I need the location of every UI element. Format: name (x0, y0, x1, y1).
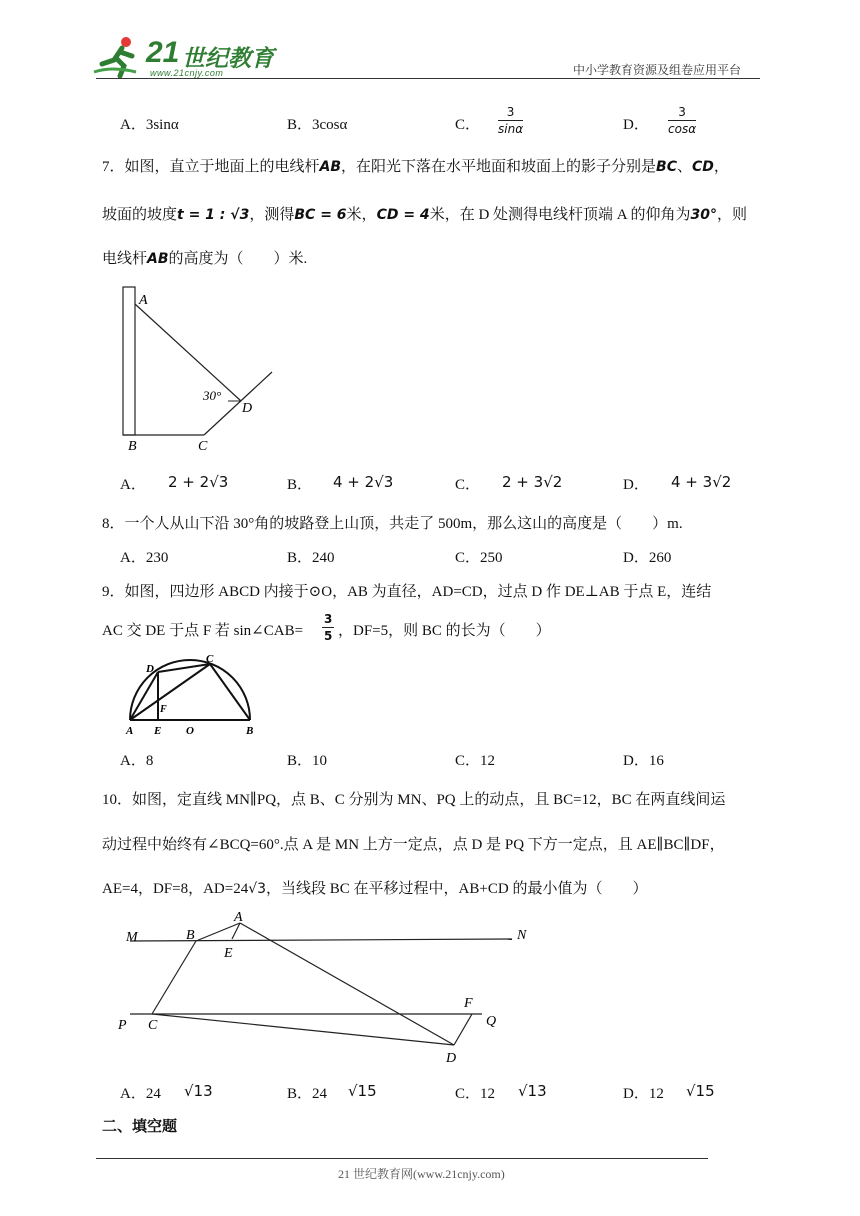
q7-option-d-value: 4 + 3√2 (671, 473, 732, 491)
q7-option-b-value: 4 + 2√3 (333, 473, 394, 491)
label-E: E (154, 725, 162, 737)
label-D: D (446, 1051, 457, 1065)
q7-option-d-label: D． (623, 477, 649, 493)
q7-math: AB (319, 159, 342, 175)
q7-math: t = 1 : √3 (177, 207, 250, 223)
sightline-AD (135, 304, 241, 401)
q9-figure (118, 650, 258, 738)
q7-math: 30° (690, 207, 718, 223)
label-E: E (224, 946, 233, 961)
q10-figure (112, 905, 532, 1065)
label-D: D (146, 663, 154, 675)
q7-text: 米， (346, 207, 377, 223)
q6-c-denominator: sinα (498, 122, 524, 136)
q7-text: ， (713, 159, 729, 175)
q10-line-2: 动过程中始终有∠BCQ=60°.点 A 是 MN 上方一定点，点 D 是 PQ 下方一定点，且 AE∥BC∥DF， (102, 837, 725, 853)
q10-option-d-value: √15 (686, 1082, 715, 1100)
section-heading-fill-in: 二、填空题 (102, 1117, 178, 1135)
runner-logo-icon (92, 36, 148, 78)
q7-option-a-label: A． (120, 477, 146, 493)
q7-option-a-value: 2 + 2√3 (168, 473, 229, 491)
segment-AC (130, 664, 210, 720)
footer-divider (96, 1158, 708, 1159)
q10-line-3 (102, 877, 647, 898)
q10-text: ，当线段 BC 在平移过程中，AB+CD 的最小值为（ ） (266, 881, 648, 897)
header-divider (96, 78, 760, 79)
q9-denominator: 5 (324, 629, 333, 643)
q9-option-a: A．8 (120, 753, 154, 769)
q10-option-c-label: C．12 (455, 1086, 496, 1102)
q7-line-3 (102, 247, 307, 268)
q7-math: BC (656, 159, 677, 175)
q7-text: 7．如图，直立于地面上的电线杆 (102, 159, 320, 175)
q10-option-d-label: D．12 (623, 1086, 664, 1102)
q6-option-c-fraction (498, 104, 523, 137)
q7-text: ，测得 (249, 207, 295, 223)
label-M: M (126, 930, 138, 945)
q7-option-c-label: C． (455, 477, 481, 493)
q6-option-d-fraction (668, 104, 696, 137)
q6-option-d-label: D． (623, 117, 649, 133)
q10-option-c-value: √13 (518, 1082, 547, 1100)
q7-math: AB (147, 251, 169, 267)
label-B: B (246, 725, 254, 737)
label-B: B (128, 439, 137, 454)
label-A: A (234, 910, 243, 925)
q10-option-a-value: √13 (184, 1082, 213, 1100)
label-P: P (118, 1018, 127, 1033)
q6-d-numerator: 3 (668, 104, 696, 121)
label-D: D (242, 401, 253, 416)
q9-option-b: B．10 (287, 753, 328, 769)
q8-option-c: C．250 (455, 550, 503, 566)
q6-d-denominator: cosα (668, 122, 697, 136)
logo-text: 世纪教育 (182, 46, 274, 72)
label-C: C (206, 653, 214, 665)
label-O: O (186, 725, 194, 737)
q9-numerator: 3 (324, 612, 333, 626)
logo-number: 21 (146, 36, 180, 69)
q10-option-b-label: B．24 (287, 1086, 328, 1102)
slope-line (204, 372, 272, 435)
q7-option-b-label: B． (287, 477, 313, 493)
q7-math: BC = 6 (294, 207, 347, 223)
q7-text: ，则 (717, 207, 748, 223)
label-C: C (198, 439, 208, 454)
label-F: F (160, 704, 167, 715)
segment-DF (454, 1014, 472, 1045)
q9-line-2a: AC 交 DE 于点 F 若 sin∠CAB= (102, 623, 304, 639)
q9-option-d: D．16 (623, 753, 664, 769)
q7-line-2 (102, 203, 747, 224)
angle-label: 30° (203, 388, 222, 403)
footer-text: 21 世纪教育网(www.21cnjy.com) (338, 1167, 505, 1181)
q7-figure (110, 282, 285, 454)
q10-math: √3 (248, 881, 267, 897)
q10-text: AE=4，DF=8，AD=24 (102, 881, 249, 897)
label-Q: Q (486, 1014, 497, 1029)
q7-text: ，在阳光下落在水平地面和坡面上的影子分别是 (341, 159, 657, 175)
q6-option-b: B．3cosα (287, 117, 348, 133)
q9-fraction (322, 611, 334, 644)
q7-math: CD = 4 (376, 207, 430, 223)
logo-url: www.21cnjy.com (150, 68, 224, 78)
q6-option-c-label: C． (455, 117, 481, 133)
label-A: A (126, 725, 134, 737)
segment-BC (152, 941, 196, 1014)
q8-option-d: D．260 (623, 550, 672, 566)
q7-text: 的高度为（ ）米. (168, 251, 308, 267)
q7-text: 坡面的坡度 (102, 207, 178, 223)
label-B: B (186, 928, 195, 943)
q7-text: 、 (677, 159, 693, 175)
header-platform-text: 中小学教育资源及组卷应用平台 (573, 63, 742, 77)
label-F: F (464, 996, 473, 1011)
q10-option-b-value: √15 (348, 1082, 377, 1100)
q7-text: 米，在 D 处测得电线杆顶端 A 的仰角为 (429, 207, 691, 223)
pole (123, 287, 135, 435)
q6-c-numerator: 3 (498, 104, 523, 121)
q6-option-a: A．3sinα (120, 117, 179, 133)
label-N: N (517, 928, 527, 943)
q7-option-c-value: 2 + 3√2 (502, 473, 563, 491)
q7-line-1 (102, 155, 729, 176)
q8-option-b: B．240 (287, 550, 335, 566)
label-A: A (139, 293, 148, 308)
q8-stem: 8．一个人从山下沿 30°角的坡路登上山顶，共走了 500m，那么这山的高度是（ ）m. (102, 516, 683, 532)
q10-line-1: 10．如图，定直线 MN∥PQ，点 B、C 分别为 MN、PQ 上的动点，且 BC=12，BC 在两直线间运 (102, 792, 726, 808)
q7-text: 电线杆 (102, 251, 148, 267)
q9-option-c: C．12 (455, 753, 496, 769)
q9-line-2b: ，DF=5，则 BC 的长为（ ） (338, 623, 551, 639)
q10-option-a-label: A．24 (120, 1086, 161, 1102)
q8-option-a: A．230 (120, 550, 169, 566)
q9-line-1: 9．如图，四边形 ABCD 内接于⊙O，AB 为直径，AD=CD，过点 D 作 DE⊥AB 于点 E，连结 (102, 584, 712, 600)
segment-BA (196, 923, 240, 941)
q7-math: CD (692, 159, 714, 175)
label-C: C (148, 1018, 158, 1033)
